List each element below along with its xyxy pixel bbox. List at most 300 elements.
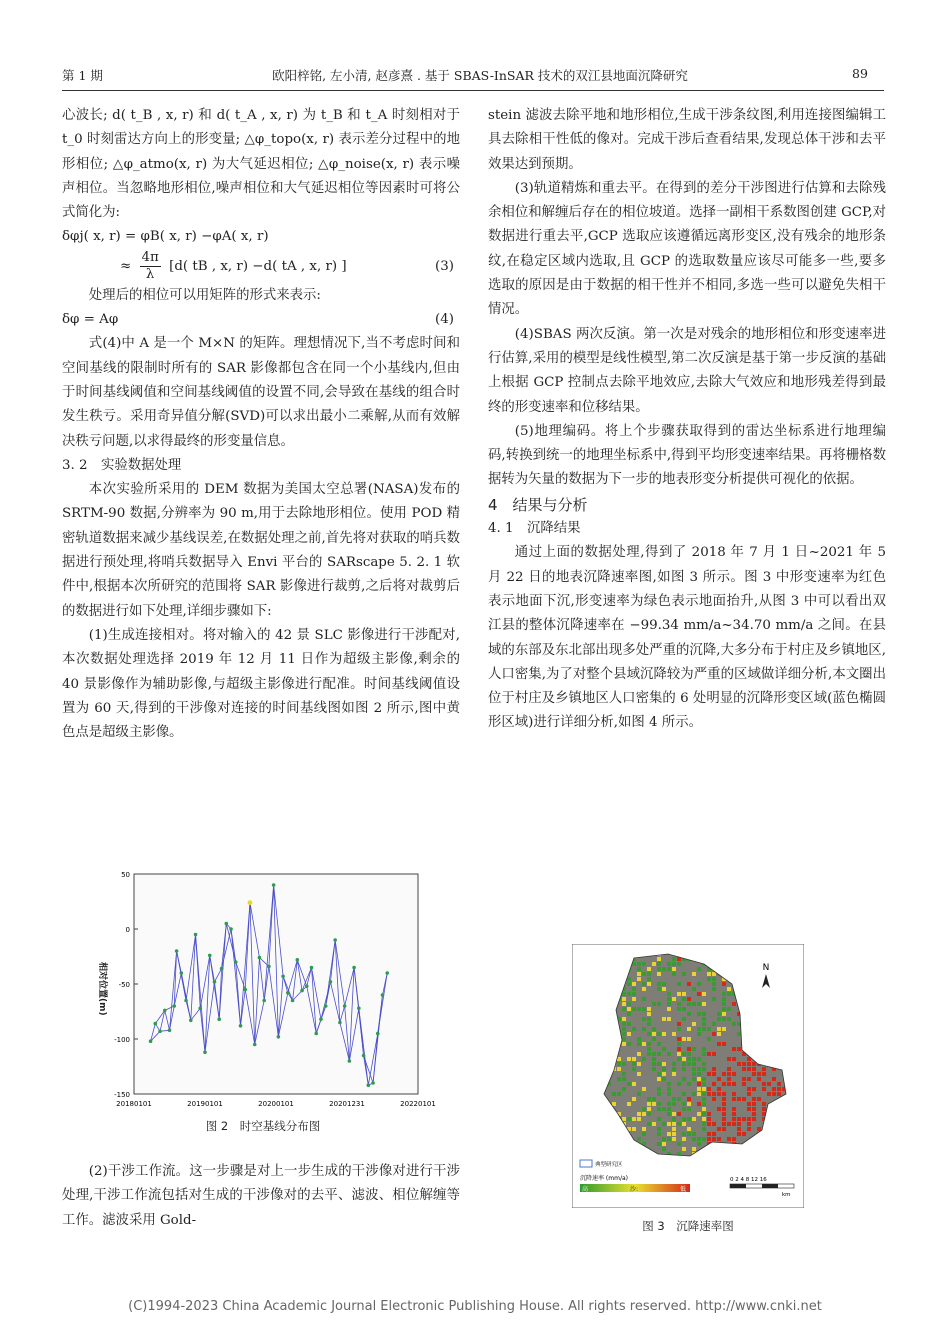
raster-cell <box>642 1042 646 1046</box>
raster-cell <box>672 1112 676 1116</box>
raster-cell <box>632 1027 636 1031</box>
raster-cell <box>707 972 711 976</box>
raster-cell <box>647 977 651 981</box>
acquisition-point <box>213 980 217 984</box>
acquisition-point <box>180 971 184 975</box>
raster-cell <box>752 1087 756 1091</box>
paragraph-data-processing: 本次实验所采用的 DEM 数据为美国太空总署(NASA)发布的 SRTM-90 数据,分辨率为 90 m,用于去除地形相位。使用 POD 精密轨道数据来减少基线误差,在数据处理之前,首先将对获取的哨兵数据进行预处理,将哨兵数据导入 Envi 平台的 SARscape 5. 2. 1 软件中,根据本次所研究的范围将 SAR 影像进行裁剪,之后将对裁剪后的数据进行如下处理,详细步骤如下: <box>62 482 460 619</box>
raster-cell <box>722 997 726 1001</box>
raster-cell <box>717 1087 721 1091</box>
acquisition-point <box>158 1030 162 1034</box>
raster-cell <box>667 1017 671 1021</box>
raster-cell <box>737 1122 741 1126</box>
raster-cell <box>737 1132 741 1136</box>
acquisition-point <box>319 1017 323 1021</box>
raster-cell <box>702 1137 706 1141</box>
raster-cell <box>677 1022 681 1026</box>
raster-cell <box>702 1087 706 1091</box>
raster-cell <box>672 1032 676 1036</box>
acquisition-point <box>220 967 224 971</box>
raster-cell <box>682 1132 686 1136</box>
raster-cell <box>717 1042 721 1046</box>
acquisition-point <box>352 966 356 970</box>
raster-cell <box>697 1077 701 1081</box>
raster-cell <box>637 1062 641 1066</box>
raster-cell <box>692 1117 696 1121</box>
raster-cell <box>687 1027 691 1031</box>
raster-cell <box>682 1017 686 1021</box>
equation-4-label: (4) <box>435 312 454 328</box>
acquisition-point <box>272 883 276 887</box>
raster-cell <box>687 1047 691 1051</box>
raster-cell <box>697 1142 701 1146</box>
raster-cell <box>677 1142 681 1146</box>
raster-cell <box>717 1092 721 1096</box>
raster-cell <box>762 1102 766 1106</box>
raster-cell <box>687 1102 691 1106</box>
paragraph-step-2: (2)干涉工作流。这一步骤是对上一步生成的干涉像对进行干涉处理,干涉工作流包括对生成的干涉像对的去平、滤波、相位解缠等工作。滤波采用 Gold- <box>62 1164 460 1228</box>
raster-cell <box>712 977 716 981</box>
raster-cell <box>777 1082 781 1086</box>
raster-cell <box>742 1082 746 1086</box>
raster-cell <box>687 997 691 1001</box>
raster-cell <box>612 1102 616 1106</box>
raster-cell <box>667 1122 671 1126</box>
raster-cell <box>672 1127 676 1131</box>
raster-cell <box>727 1007 731 1011</box>
raster-cell <box>707 1132 711 1136</box>
raster-cell <box>747 1087 751 1091</box>
raster-cell <box>622 1017 626 1021</box>
right-column <box>488 104 886 736</box>
raster-cell <box>627 992 631 996</box>
acquisition-point <box>305 984 309 988</box>
raster-cell <box>682 1037 686 1041</box>
section-3-2-heading: 3. 2 实验数据处理 <box>62 457 182 473</box>
raster-cell <box>637 972 641 976</box>
raster-cell <box>632 1117 636 1121</box>
raster-cell <box>672 1072 676 1076</box>
raster-cell <box>722 1102 726 1106</box>
raster-cell <box>632 1007 636 1011</box>
raster-cell <box>657 1087 661 1091</box>
raster-cell <box>737 1062 741 1066</box>
raster-cell <box>702 1027 706 1031</box>
raster-cell <box>727 1072 731 1076</box>
raster-cell <box>667 1112 671 1116</box>
raster-cell <box>732 1097 736 1101</box>
raster-cell <box>677 992 681 996</box>
raster-cell <box>727 1082 731 1086</box>
raster-cell <box>682 1117 686 1121</box>
raster-cell <box>712 997 716 1001</box>
acquisition-point <box>338 1021 342 1025</box>
raster-cell <box>637 1117 641 1121</box>
raster-cell <box>692 1002 696 1006</box>
raster-cell <box>657 1032 661 1036</box>
raster-cell <box>677 1057 681 1061</box>
raster-cell <box>672 1117 676 1121</box>
raster-cell <box>622 1042 626 1046</box>
raster-cell <box>752 1112 756 1116</box>
raster-cell <box>647 967 651 971</box>
raster-cell <box>732 1057 736 1061</box>
raster-cell <box>762 1087 766 1091</box>
raster-cell <box>677 1002 681 1006</box>
raster-cell <box>642 1007 646 1011</box>
raster-cell <box>617 1062 621 1066</box>
raster-cell <box>712 1072 716 1076</box>
acquisition-point <box>314 1032 318 1036</box>
page-number: 89 <box>852 66 868 81</box>
raster-cell <box>657 1107 661 1111</box>
raster-cell <box>642 962 646 966</box>
raster-cell <box>647 1097 651 1101</box>
raster-cell <box>682 1057 686 1061</box>
raster-cell <box>697 1137 701 1141</box>
paragraph-goldstein: stein 滤波去除平地和地形相位,生成干涉条纹图,利用连接图编辑工具去除相干性低的像对。完成干涉后查看结果,发现总体干涉和去平效果达到预期。 <box>488 108 886 172</box>
raster-cell <box>637 967 641 971</box>
raster-cell <box>722 1007 726 1011</box>
raster-cell <box>722 1012 726 1016</box>
raster-cell <box>677 1037 681 1041</box>
raster-cell <box>712 1132 716 1136</box>
raster-cell <box>667 1087 671 1091</box>
raster-cell <box>707 1112 711 1116</box>
raster-cell <box>722 1107 726 1111</box>
raster-cell <box>687 982 691 986</box>
raster-cell <box>627 982 631 986</box>
raster-cell <box>702 1092 706 1096</box>
raster-cell <box>677 1112 681 1116</box>
raster-cell <box>667 1002 671 1006</box>
acquisition-point <box>300 989 304 993</box>
raster-cell <box>682 992 686 996</box>
raster-cell <box>702 992 706 996</box>
raster-cell <box>622 1032 626 1036</box>
raster-cell <box>662 1017 666 1021</box>
paragraph-step-4: (4)SBAS 两次反演。第一次是对残余的地形相位和形变速率进行估算,采用的模型是线性模型,第二次反演是基于第一步反演的基础上根据 GCP 控制点去除平地效应,去除大气效应和地形残差得到最终的形变速率和位移结果。 <box>488 326 886 415</box>
north-arrow-label: N <box>762 963 770 973</box>
raster-cell <box>722 1002 726 1006</box>
raster-cell <box>712 1092 716 1096</box>
raster-cell <box>727 1137 731 1141</box>
raster-cell <box>652 1062 656 1066</box>
acquisition-point <box>229 927 233 931</box>
raster-cell <box>747 1122 751 1126</box>
raster-cell <box>692 972 696 976</box>
equation-3-line1: δφj( x, r) = φB( x, r) −φA( x, r) <box>62 229 269 245</box>
raster-cell <box>777 1092 781 1096</box>
scale-bar-unit: km <box>782 1192 791 1198</box>
raster-cell <box>662 1062 666 1066</box>
acquisition-point <box>217 1017 221 1021</box>
raster-cell <box>667 1052 671 1056</box>
raster-cell <box>637 1052 641 1056</box>
raster-cell <box>732 1107 736 1111</box>
raster-cell <box>677 1027 681 1031</box>
raster-cell <box>702 1082 706 1086</box>
raster-cell <box>682 972 686 976</box>
raster-cell <box>642 982 646 986</box>
raster-cell <box>752 1107 756 1111</box>
raster-cell <box>737 1117 741 1121</box>
raster-cell <box>727 987 731 991</box>
raster-cell <box>652 1052 656 1056</box>
raster-cell <box>637 1007 641 1011</box>
raster-cell <box>732 1117 736 1121</box>
raster-cell <box>722 992 726 996</box>
raster-cell <box>657 972 661 976</box>
acquisition-point <box>239 1024 243 1028</box>
raster-cell <box>747 1067 751 1071</box>
acquisition-point <box>168 1028 172 1032</box>
raster-cell <box>672 972 676 976</box>
raster-cell <box>742 1062 746 1066</box>
acquisition-point <box>296 958 300 962</box>
left-column-bottom <box>62 1160 460 1233</box>
raster-cell <box>662 987 666 991</box>
raster-cell <box>687 1127 691 1131</box>
paragraph-matrix-intro: 处理后的相位可以用矩阵的形式来表示: <box>88 287 321 303</box>
raster-cell <box>692 987 696 991</box>
raster-cell <box>737 1127 741 1131</box>
raster-cell <box>652 1027 656 1031</box>
paragraph-phase-definitions: 心波长; d( t_B , x, r) 和 d( t_A , x, r) 为 t_B 和 t_A 时刻相对于 t_0 时刻雷达方向上的形变量; △φ_topo(x, r) 表示差分过程中的地形相位; △φ_atmo(x, r) 为大气延迟相位; △φ_noise(x, r) 表示噪声相位。当忽略地形相位,噪声相位和大气延迟相位等因素时可将公式简化为: <box>62 108 460 221</box>
acquisition-point <box>333 938 337 942</box>
raster-cell <box>687 1097 691 1101</box>
raster-cell <box>747 1092 751 1096</box>
raster-cell <box>682 1102 686 1106</box>
raster-cell <box>657 1142 661 1146</box>
x-tick-label: 20180101 <box>116 1100 152 1108</box>
raster-cell <box>657 1132 661 1136</box>
raster-cell <box>642 1057 646 1061</box>
raster-cell <box>672 1122 676 1126</box>
raster-cell <box>687 1002 691 1006</box>
raster-cell <box>667 962 671 966</box>
raster-cell <box>622 1002 626 1006</box>
raster-cell <box>717 1032 721 1036</box>
raster-cell <box>717 1012 721 1016</box>
y-tick-label: 0 <box>125 926 130 934</box>
raster-cell <box>662 1072 666 1076</box>
raster-cell <box>697 992 701 996</box>
raster-cell <box>622 1117 626 1121</box>
raster-cell <box>647 1107 651 1111</box>
acquisition-point <box>262 999 266 1003</box>
raster-cell <box>687 1117 691 1121</box>
raster-cell <box>682 1077 686 1081</box>
raster-cell <box>727 1077 731 1081</box>
raster-cell <box>717 1107 721 1111</box>
acquisition-point <box>277 1035 281 1039</box>
raster-cell <box>642 1107 646 1111</box>
raster-cell <box>677 1047 681 1051</box>
raster-cell <box>687 1082 691 1086</box>
raster-cell <box>632 1057 636 1061</box>
raster-cell <box>662 1147 666 1151</box>
raster-cell <box>647 1022 651 1026</box>
raster-cell <box>632 992 636 996</box>
raster-cell <box>662 1137 666 1141</box>
raster-cell <box>682 1122 686 1126</box>
raster-cell <box>632 997 636 1001</box>
acquisition-point <box>163 1009 167 1013</box>
raster-cell <box>712 1097 716 1101</box>
raster-cell <box>702 1117 706 1121</box>
raster-cell <box>622 1027 626 1031</box>
raster-cell <box>692 1137 696 1141</box>
section-4-heading: 4 结果与分析 <box>488 495 588 514</box>
raster-cell <box>727 1122 731 1126</box>
acquisition-point <box>343 1004 347 1008</box>
raster-cell <box>692 1022 696 1026</box>
raster-cell <box>672 1062 676 1066</box>
raster-cell <box>702 1052 706 1056</box>
raster-cell <box>722 1082 726 1086</box>
acquisition-point <box>189 1019 193 1023</box>
raster-cell <box>712 1137 716 1141</box>
raster-cell <box>657 1002 661 1006</box>
running-title: 欧阳梓铭, 左小清, 赵彦熹 . 基于 SBAS-InSAR 技术的双江县地面沉降研究 <box>272 68 688 83</box>
raster-cell <box>762 1072 766 1076</box>
raster-cell <box>642 1112 646 1116</box>
raster-cell <box>722 1117 726 1121</box>
raster-cell <box>767 1082 771 1086</box>
raster-cell <box>627 1007 631 1011</box>
acquisition-point <box>381 993 385 997</box>
raster-cell <box>697 967 701 971</box>
raster-cell <box>702 1047 706 1051</box>
raster-cell <box>652 1122 656 1126</box>
raster-cell <box>707 1087 711 1091</box>
raster-cell <box>722 1017 726 1021</box>
raster-cell <box>702 1012 706 1016</box>
raster-cell <box>672 957 676 961</box>
raster-cell <box>637 1072 641 1076</box>
raster-cell <box>657 967 661 971</box>
raster-cell <box>672 967 676 971</box>
raster-cell <box>642 1017 646 1021</box>
raster-cell <box>677 1052 681 1056</box>
raster-cell <box>642 972 646 976</box>
raster-cell <box>647 972 651 976</box>
raster-cell <box>682 1107 686 1111</box>
paragraph-step-3: (3)轨道精炼和重去平。在得到的差分干涉图进行估算和去除残余相位和解缠后存在的相位坡道。选择一副相干系数图创建 GCP,对数据进行重去平,GCP 选取应该遵循远离形变区,没有残余的地形条纹,在稳定区域内选取,且 GCP 的选取数量应该尽可能多一些,要多选取的原因是由于数据的相干性并不相同,多选一些可以避免失相干情况。 <box>488 180 886 318</box>
acquisition-point <box>172 1004 176 1008</box>
raster-cell <box>622 1062 626 1066</box>
raster-cell <box>687 1107 691 1111</box>
acquisition-point <box>348 1059 352 1063</box>
super-master-point <box>248 900 253 905</box>
acquisition-point <box>267 965 271 969</box>
equation-3-label: (3) <box>435 258 454 274</box>
raster-cell <box>652 1097 656 1101</box>
acquisition-point <box>225 922 229 926</box>
raster-cell <box>722 1092 726 1096</box>
raster-cell <box>657 1062 661 1066</box>
raster-cell <box>712 1022 716 1026</box>
raster-cell <box>662 967 666 971</box>
raster-cell <box>752 1102 756 1106</box>
raster-cell <box>657 1042 661 1046</box>
y-tick-label: -100 <box>114 1036 130 1044</box>
raster-cell <box>687 1132 691 1136</box>
acquisition-point <box>329 980 333 984</box>
raster-cell <box>682 1052 686 1056</box>
raster-cell <box>642 987 646 991</box>
raster-cell <box>717 1137 721 1141</box>
figure-3-subsidence-map <box>572 944 804 1208</box>
raster-cell <box>712 1052 716 1056</box>
acquisition-point <box>324 1004 328 1008</box>
raster-cell <box>702 1022 706 1026</box>
raster-cell <box>697 1067 701 1071</box>
raster-cell <box>627 1117 631 1121</box>
raster-cell <box>677 962 681 966</box>
raster-cell <box>632 1127 636 1131</box>
raster-cell <box>622 1087 626 1091</box>
raster-cell <box>682 1062 686 1066</box>
raster-cell <box>667 992 671 996</box>
raster-cell <box>652 1037 656 1041</box>
raster-cell <box>732 1002 736 1006</box>
raster-cell <box>667 1092 671 1096</box>
raster-cell <box>652 1002 656 1006</box>
raster-cell <box>742 1067 746 1071</box>
raster-cell <box>667 967 671 971</box>
raster-cell <box>657 1117 661 1121</box>
raster-cell <box>732 1047 736 1051</box>
x-tick-label: 20220101 <box>400 1100 436 1108</box>
raster-cell <box>712 982 716 986</box>
raster-cell <box>707 1037 711 1041</box>
raster-cell <box>737 1047 741 1051</box>
paragraph-step-5: (5)地理编码。将上个步骤获取得到的雷达坐标系进行地理编码,转换到统一的地理坐标系中,得到平均形变速率结果。再将栅格数据转为矢量的数据为下一步的地表形变分析提供可视化的依据。 <box>488 423 886 488</box>
raster-cell <box>642 1127 646 1131</box>
raster-cell <box>692 1072 696 1076</box>
raster-cell <box>717 1127 721 1131</box>
raster-cell <box>697 1012 701 1016</box>
raster-cell <box>707 1122 711 1126</box>
legend-title: 沉降速率 (mm/a) <box>580 1175 628 1182</box>
raster-cell <box>677 982 681 986</box>
raster-cell <box>672 1132 676 1136</box>
raster-cell <box>747 1102 751 1106</box>
raster-cell <box>747 1107 751 1111</box>
raster-cell <box>697 1032 701 1036</box>
raster-cell <box>667 1102 671 1106</box>
raster-cell <box>752 1072 756 1076</box>
raster-cell <box>722 982 726 986</box>
raster-cell <box>702 1077 706 1081</box>
raster-cell <box>647 1047 651 1051</box>
x-tick-label: 20200101 <box>258 1100 294 1108</box>
raster-cell <box>717 1027 721 1031</box>
raster-cell <box>662 1067 666 1071</box>
raster-cell <box>647 1122 651 1126</box>
raster-cell <box>732 1137 736 1141</box>
raster-cell <box>702 1067 706 1071</box>
raster-cell <box>617 1092 621 1096</box>
raster-cell <box>657 982 661 986</box>
header-rule <box>62 90 884 91</box>
raster-cell <box>647 1017 651 1021</box>
raster-cell <box>742 1117 746 1121</box>
raster-cell <box>652 1057 656 1061</box>
raster-cell <box>742 1097 746 1101</box>
